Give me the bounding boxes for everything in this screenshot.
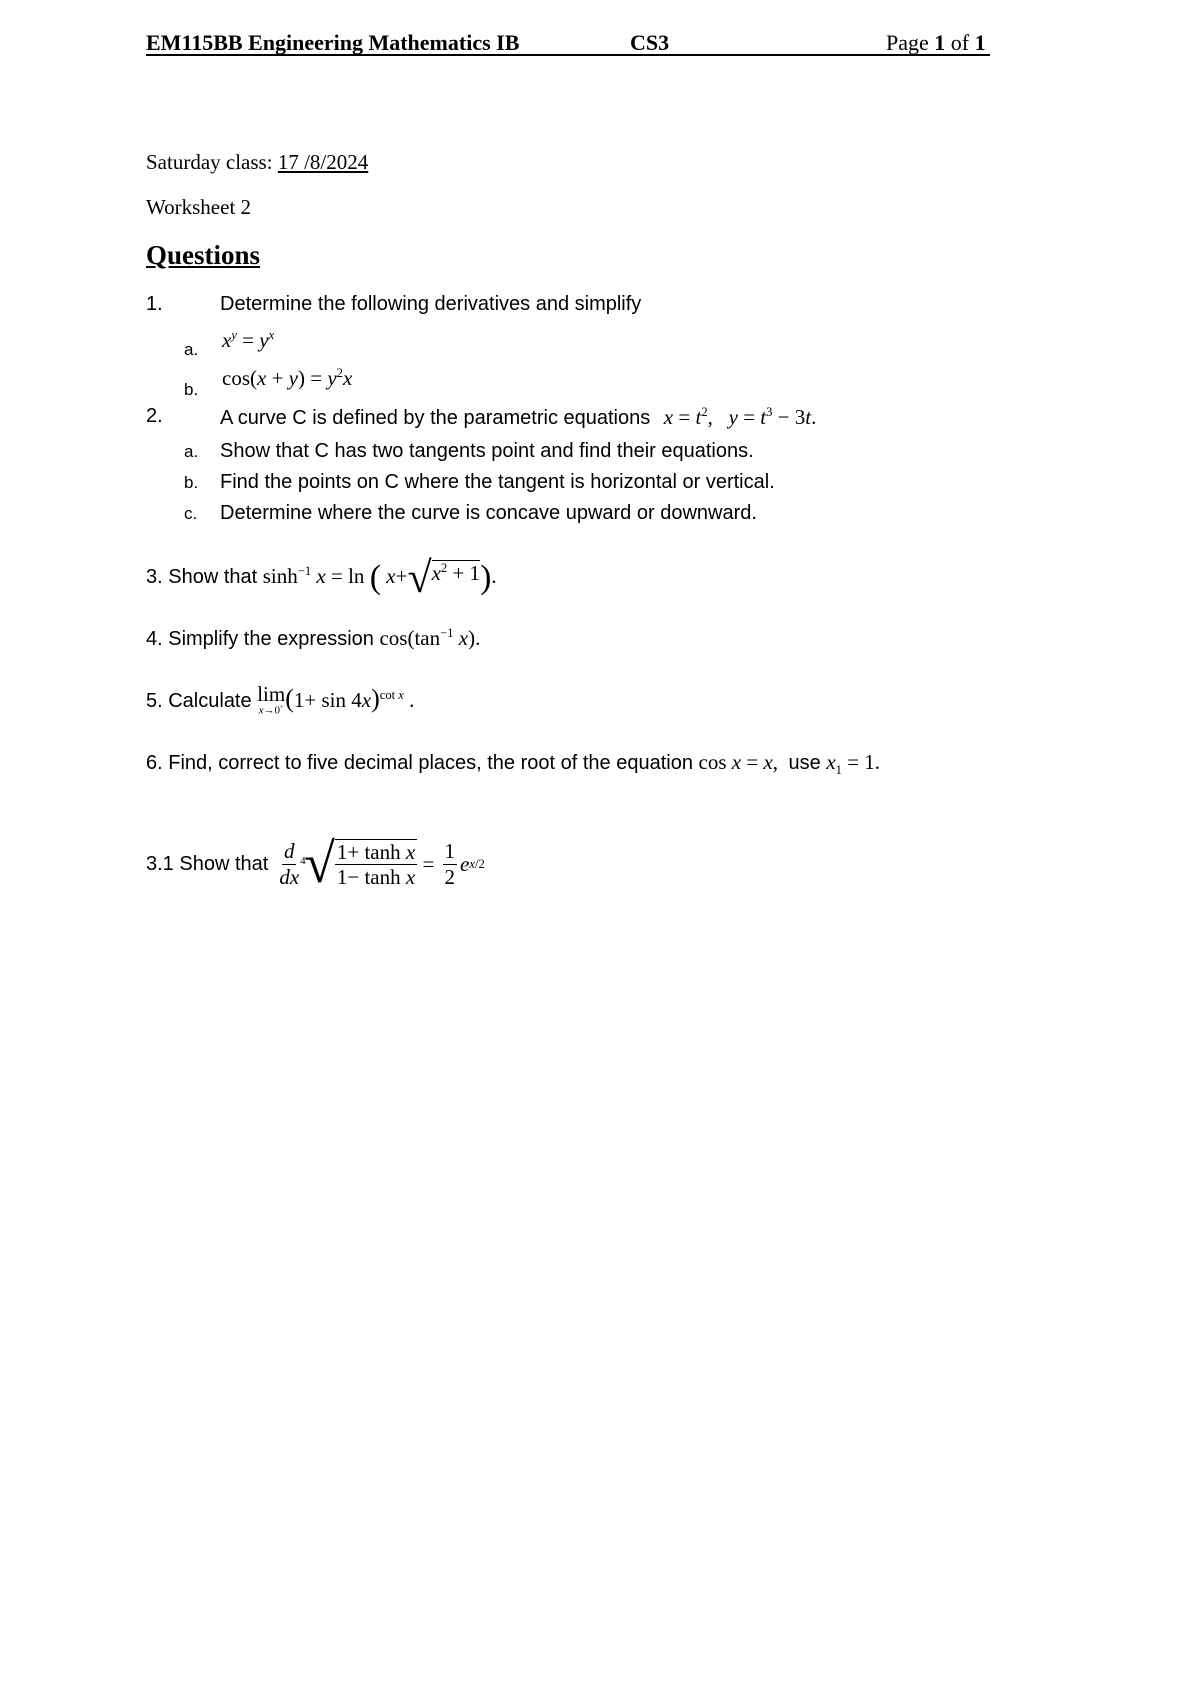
q1b-label: b. (184, 380, 199, 399)
q1b-equation: $\cos(x + y) = y^2x$ (222, 366, 353, 390)
q4-line (146, 626, 480, 651)
q3-text: 3. Show that (146, 565, 258, 588)
page-indicator (886, 30, 986, 56)
q3-line (146, 553, 497, 602)
q4-text: 4. Simplify the expression (146, 628, 374, 650)
header-rule (146, 54, 990, 56)
worksheet-title: Worksheet 2 (146, 195, 252, 219)
q6-initial: $x_1 = 1$. (826, 750, 881, 778)
q1a-equation: $x^y = y^x$ (222, 328, 275, 352)
q31-line (146, 833, 485, 895)
q3-equation: $\sinh^{-1} x = \ln$ ( x+ √ $x^2 + 1$ ). (262, 553, 497, 602)
q5-text: 5. Calculate (146, 690, 252, 712)
q6-use: use (788, 752, 821, 774)
q6-equation: cos x = x, (698, 750, 789, 774)
q4-expression: $\cos(\tan^{-1}$ x). (379, 626, 481, 650)
course-title: EM115BB Engineering Mathematics IB (146, 30, 520, 55)
q6-text: 6. Find, correct to five decimal places, the root of the equation (146, 752, 693, 774)
q1-number: 1. (146, 293, 163, 315)
class-date: 17 /8/2024 (277, 150, 369, 174)
q2b-text: Find the points on C where the tangent is horizontal or vertical. (220, 471, 775, 493)
q2-number: 2. (146, 405, 163, 427)
q2-equations: $x = t^2$, $y = t^3 - 3t$. (663, 405, 817, 429)
q2c-text: Determine where the curve is concave upward or downward. (220, 502, 757, 524)
page-number: 1 (934, 30, 946, 55)
q1a-label: a. (184, 340, 199, 359)
page-of: of (950, 30, 970, 55)
q31-text: 3.1 Show that (146, 852, 269, 875)
q2a-text: Show that C has two tangents point and find their equations. (220, 440, 754, 462)
page-label: Page (886, 30, 929, 55)
q5-line (146, 684, 414, 717)
questions-heading: Questions (146, 240, 261, 270)
q2c-label: c. (184, 504, 198, 523)
q31-equation: $\frac{d}{dx}$ 4 √ $\frac{\text{1+ tanh x}}{\text{1− tanh x}}$ = $\frac{1}{2}$ e x/2 (279, 833, 485, 895)
q1-text: Determine the following derivatives and simplify (220, 293, 642, 315)
q5-limit: lim x→0+ $(1+ \sin 4x)^{cot x}$ . (257, 682, 415, 717)
class-label: Saturday class: (146, 150, 273, 174)
q2-line (220, 405, 816, 430)
q2a-label: a. (184, 442, 199, 461)
class-line (146, 150, 368, 175)
q6-line (146, 750, 880, 778)
page-total: 1 (974, 30, 986, 55)
course-code: CS3 (630, 30, 670, 55)
q2b-label: b. (184, 473, 199, 492)
q2-text: A curve C is defined by the parametric equations (220, 407, 651, 429)
